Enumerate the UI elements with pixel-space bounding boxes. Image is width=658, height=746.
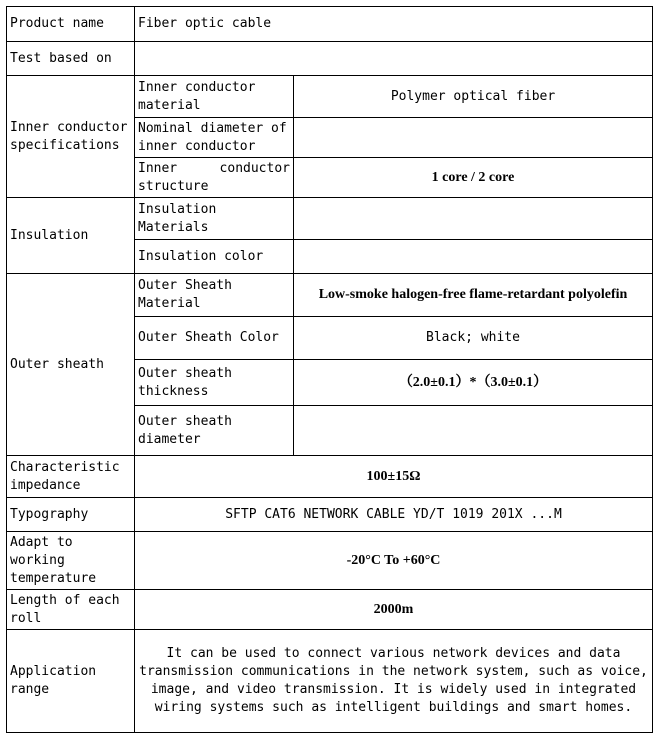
- value-product-name: Fiber optic cable: [135, 7, 653, 42]
- group-label-insulation: Insulation: [7, 198, 135, 274]
- value-working-temperature: -20°C To +60°C: [135, 532, 653, 590]
- label-outer-sheath-color: Outer Sheath Color: [135, 317, 294, 360]
- label-length: Length of each roll: [7, 590, 135, 630]
- value-outer-sheath-diameter: [294, 406, 653, 456]
- group-label-outer-sheath: Outer sheath: [7, 274, 135, 456]
- label-product-name: Product name: [7, 7, 135, 42]
- value-typography: SFTP CAT6 NETWORK CABLE YD/T 1019 201X ...M: [135, 498, 653, 532]
- row-application: [7, 630, 653, 733]
- value-test-based-on: [135, 42, 653, 76]
- row-working-temperature: [7, 532, 653, 590]
- row-length: [7, 590, 653, 630]
- value-application: It can be used to connect various network devices and data transmission communications in the network system, such as voice, image, and video transmission. It is widely used in integrated wiring systems such as intelligent buildings and smart homes.: [135, 630, 653, 733]
- label-insulation-color: Insulation color: [135, 240, 294, 274]
- value-inner-conductor-structure: 1 core / 2 core: [294, 158, 653, 198]
- row-test-based-on: [7, 42, 653, 76]
- label-inner-conductor-material: Inner conductor material: [135, 76, 294, 118]
- row-impedance: [7, 456, 653, 498]
- label-outer-sheath-material: Outer Sheath Material: [135, 274, 294, 317]
- value-inner-conductor-material: Polymer optical fiber: [294, 76, 653, 118]
- value-outer-sheath-material: Low-smoke halogen-free flame-retardant polyolefin: [294, 274, 653, 317]
- label-application: Application range: [7, 630, 135, 733]
- label-nominal-diameter: Nominal diameter of inner conductor: [135, 118, 294, 158]
- row-typography: [7, 498, 653, 532]
- label-typography: Typography: [7, 498, 135, 532]
- label-insulation-materials: Insulation Materials: [135, 198, 294, 240]
- label-test-based-on: Test based on: [7, 42, 135, 76]
- label-outer-sheath-diameter: Outer sheath diameter: [135, 406, 294, 456]
- value-outer-sheath-color: Black; white: [294, 317, 653, 360]
- value-nominal-diameter: [294, 118, 653, 158]
- label-outer-sheath-thickness: Outer sheath thickness: [135, 360, 294, 406]
- value-length: 2000m: [135, 590, 653, 630]
- spec-table: [6, 6, 653, 733]
- value-outer-sheath-thickness: （2.0±0.1）*（3.0±0.1）: [294, 360, 653, 406]
- value-insulation-color: [294, 240, 653, 274]
- label-inner-conductor-structure: Inner conductor structure: [135, 158, 294, 198]
- row-product-name: [7, 7, 653, 42]
- value-impedance: 100±15Ω: [135, 456, 653, 498]
- row-inner-conductor-material: [7, 76, 653, 118]
- group-label-inner-conductor: Inner conductor specifications: [7, 76, 135, 198]
- value-insulation-materials: [294, 198, 653, 240]
- label-impedance: Characteristic impedance: [7, 456, 135, 498]
- row-outer-sheath-material: [7, 274, 653, 317]
- label-working-temperature: Adapt to working temperature: [7, 532, 135, 590]
- row-insulation-materials: [7, 198, 653, 240]
